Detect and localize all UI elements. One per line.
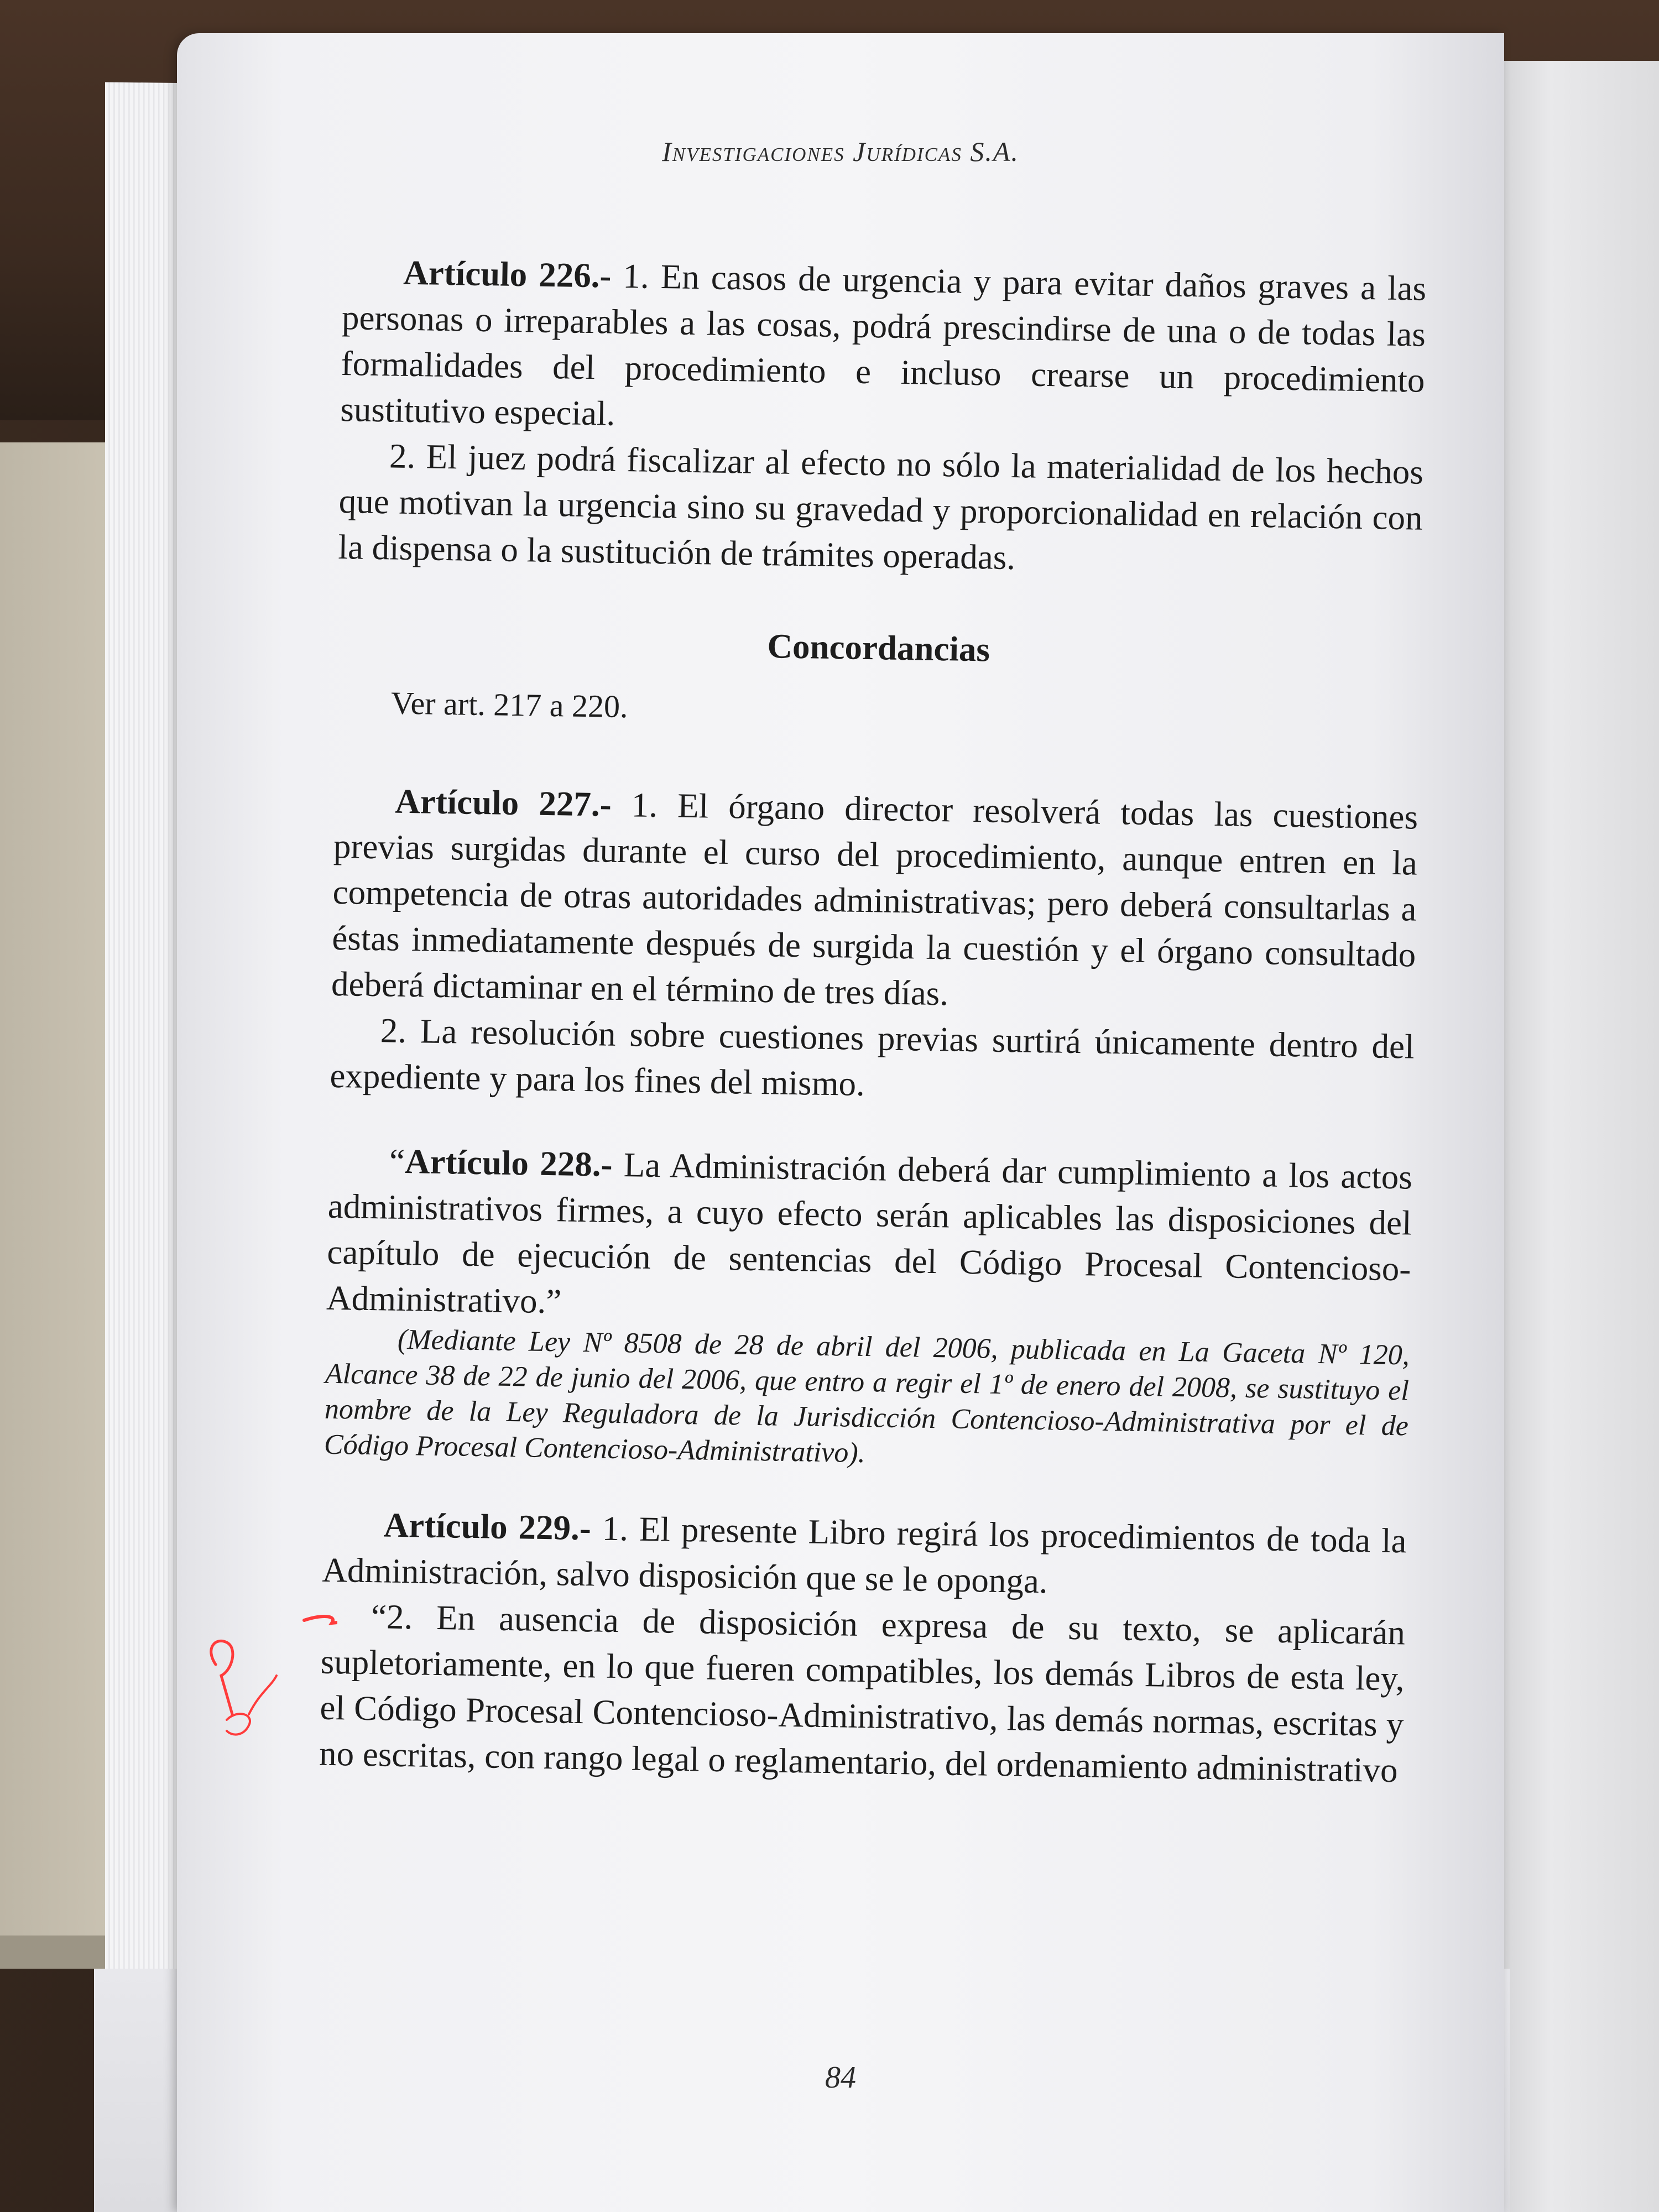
article-227-label: Artículo 227.- [394, 781, 612, 824]
page-number: 84 [825, 2060, 856, 2095]
right-adjacent-page [1504, 61, 1659, 2212]
running-head: Investigaciones Jurídicas S.A. [662, 136, 1019, 167]
article-226-text-1: 1. En casos de urgencia y para evitar daños graves a las personas o irreparables a las cosas, podrá prescindirse de una o de todas las formalidades del procedimiento e incluso crearse un procedimiento sustitutivo especial. [340, 256, 1427, 433]
article-229-paragraph-1 [322, 1501, 1407, 1610]
article-228-note: (Mediante Ley Nº 8508 de 28 de abril del 2006, publicada en La Gaceta Nº 120, Alcance 38 de 22 de junio del 2006, que entro a regir el 1º de enero del 2008, se sustituyo el nombre de la Ley Reguladora de la Jurisdicción Contencioso-Administrativa por el de Código Procesal Contencioso-Administrativo). [324, 1323, 1410, 1469]
article-226-paragraph-2: 2. El juez podrá fiscalizar al efecto no sólo la materialidad de los hechos que motivan la urgencia sino su gravedad y proporcionalidad en relación con la dispensa o la sustitución de trámites operadas. [337, 436, 1424, 577]
article-229-paragraph-2: “2. En ausencia de disposición expresa de su texto, se aplicarán supletoriamente, en lo que fueren compatibles, los demás Libros de esta ley, el Código Procesal Contencioso-Administrativo, las demás normas, escritas y no escritas, con rango legal o reglamentario, del ordenamiento administrativo [319, 1597, 1406, 1790]
book-page [177, 33, 1504, 2212]
article-226-paragraph-1 [340, 249, 1427, 450]
article-227-text-1: 1. El órgano director resolverá todas las cuestiones previas surgidas durante el curso del procedimiento, aunque entren en la competencia de otras autoridades administrativas; pero deberá consultarlas a éstas inmediatamente después de surgida la cuestión y el órgano consultado deberá dictaminar en el término de tres días. [331, 785, 1418, 1013]
red-pen-annotation-icon [194, 1582, 337, 1759]
article-228-label: Artículo 228.- [404, 1141, 613, 1184]
page-body [319, 249, 1427, 1793]
article-229-label: Artículo 229.- [383, 1505, 592, 1548]
article-226-label: Artículo 226.- [403, 253, 612, 295]
article-227-paragraph-1 [331, 778, 1418, 1024]
concordancias-heading: Concordancias [766, 627, 990, 669]
article-229-text-1: 1. El presente Libro regirá los procedimientos de toda la Administración, salvo disposición que se le oponga. [321, 1509, 1407, 1601]
article-228-paragraph-1 [326, 1138, 1413, 1338]
article-227-paragraph-2: 2. La resolución sobre cuestiones previas surtirá únicamente dentro del expediente y para los fines del mismo. [329, 1011, 1415, 1104]
article-228-text-1: La Administración deberá dar cumplimiento a los actos administrativos firmes, a cuyo efecto serán aplicables las disposiciones del capítulo de ejecución de sentencias del Código Procesal Contencioso-Administrativo.” [326, 1145, 1413, 1321]
article-228-open-quote: “ [389, 1141, 405, 1181]
concordancias-text: Ver art. 217 a 220. [390, 685, 629, 725]
